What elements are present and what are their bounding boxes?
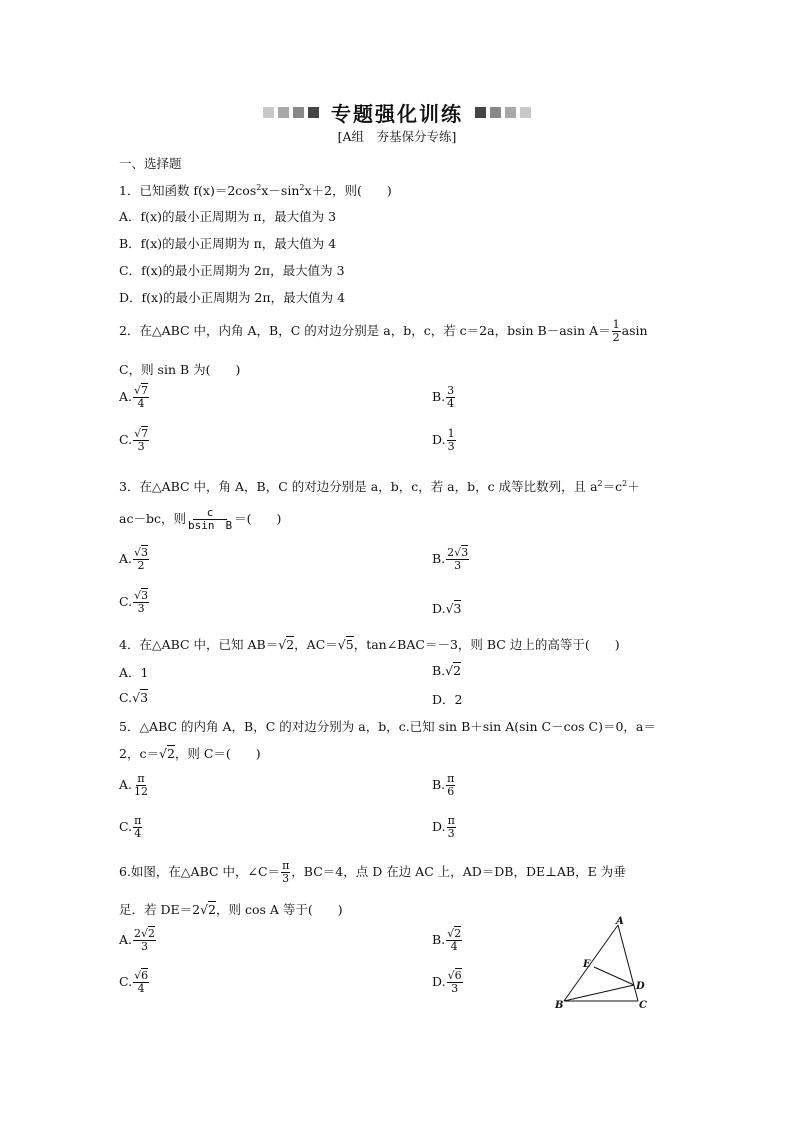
fraction xyxy=(133,428,149,453)
numerator: 1 xyxy=(447,427,455,440)
fraction xyxy=(133,970,149,995)
q6-option-d xyxy=(432,970,464,995)
text: ，tan∠BAC＝－3，则 BC 边上的高等于( ) xyxy=(353,637,620,652)
text: 3．在△ABC 中，角 A，B，C 的对边分别是 a，b，c，若 a，b，c 成等比数列，且 a xyxy=(119,479,598,494)
q1-option-a: A．f(x)的最小正周期为 π，最大值为 3 xyxy=(119,209,337,224)
question-2-stem-line2: C，则 sin B 为( ) xyxy=(119,362,241,377)
text: x－sin xyxy=(261,183,300,198)
text: x＋2，则( ) xyxy=(304,183,392,198)
fraction xyxy=(446,928,462,953)
radicand: 6 xyxy=(454,969,462,982)
denominator: 2 xyxy=(137,559,145,573)
numerator: √6 xyxy=(447,969,462,982)
exponent: 2 xyxy=(256,182,262,192)
numerator: √6 xyxy=(134,969,149,982)
denominator: 2 xyxy=(612,331,620,345)
denominator: 4 xyxy=(134,827,142,841)
numerator: 2√3 xyxy=(447,546,469,559)
option-label: C. xyxy=(119,594,133,610)
fraction xyxy=(447,428,456,453)
q1-option-d: D．f(x)的最小正周期为 2π，最大值为 4 xyxy=(119,290,346,305)
numerator: √7 xyxy=(134,384,149,397)
exponent: 2 xyxy=(299,182,305,192)
q3-option-d: D.√3 xyxy=(432,601,462,616)
coefficient: 2 xyxy=(447,546,455,559)
option-label: A. xyxy=(119,932,133,948)
fraction xyxy=(281,860,290,885)
decor-square xyxy=(490,107,501,118)
question-2-stem xyxy=(119,319,648,344)
q2-option-d xyxy=(432,428,457,453)
q4-option-a: A．1 xyxy=(119,665,149,680)
radicand: 2 xyxy=(453,663,462,678)
denominator: 3 xyxy=(141,940,149,954)
question-5-stem: 5．△ABC 的内角 A，B，C 的对边分别为 a，b，c.已知 sin B＋sin A(sin C－cos C)＝0，a＝ xyxy=(119,719,656,734)
option-label: B. xyxy=(432,389,446,405)
exponent: 2 xyxy=(622,478,628,488)
q5-option-d xyxy=(432,815,457,840)
denominator: 3 xyxy=(447,827,455,841)
radicand: 3 xyxy=(461,546,469,559)
q4-option-b: B.√2 xyxy=(432,663,462,678)
radicand: 3 xyxy=(141,546,149,559)
text: ，则 C＝( ) xyxy=(174,746,261,761)
numerator: 3 xyxy=(447,384,455,397)
fraction xyxy=(133,928,156,953)
decor-square xyxy=(308,107,319,118)
decor-square xyxy=(263,107,274,118)
numerator: √3 xyxy=(134,546,149,559)
option-label: B. xyxy=(432,932,446,948)
text: ，则 cos A 等于( ) xyxy=(216,902,343,917)
option-label: A. xyxy=(119,551,133,567)
q5-option-c xyxy=(119,815,143,840)
text: 4．在△ABC 中，已知 AB＝ xyxy=(119,637,279,652)
fraction xyxy=(133,385,149,410)
text: ＝c xyxy=(602,479,623,494)
radicand: 7 xyxy=(141,427,149,440)
q6-option-c xyxy=(119,970,150,995)
denominator: 3 xyxy=(137,440,145,454)
decor-square xyxy=(520,107,531,118)
option-label: C. xyxy=(119,974,133,990)
numerator: π xyxy=(447,772,455,785)
option-label: D. xyxy=(432,819,446,835)
question-5-stem-line2: 2，c＝√2，则 C＝( ) xyxy=(119,746,261,761)
radicand: 5 xyxy=(345,637,354,652)
numerator: √3 xyxy=(134,589,149,602)
radicand: 7 xyxy=(141,384,149,397)
segment-ab xyxy=(564,925,618,1001)
text: 2．在△ABC 中，内角 A，B，C 的对边分别是 a，b，c，若 c＝2a，bsin B－asin A＝ xyxy=(119,323,611,339)
q5-option-a xyxy=(119,773,150,798)
figure-label-e: E xyxy=(583,959,591,970)
text: ＋ xyxy=(627,479,640,494)
question-6-stem xyxy=(119,860,626,885)
segment-ac xyxy=(618,925,638,1001)
q6-option-a xyxy=(119,928,157,953)
fraction xyxy=(187,507,233,532)
q1-option-b: B．f(x)的最小正周期为 π，最大值为 4 xyxy=(119,236,337,251)
option-label: C. xyxy=(119,432,133,448)
radicand: 3 xyxy=(140,690,149,705)
decor-square xyxy=(475,107,486,118)
text: 2，c＝ xyxy=(119,746,159,761)
radicand: 3 xyxy=(141,589,149,602)
numerator: π xyxy=(137,772,145,785)
denominator: 3 xyxy=(282,872,290,886)
question-3-stem xyxy=(119,477,640,495)
fraction xyxy=(133,773,149,798)
denominator: 12 xyxy=(134,785,149,799)
option-label: B. xyxy=(432,663,446,678)
q6-option-b xyxy=(432,928,463,953)
option-label: D. xyxy=(432,432,446,448)
q5-option-b xyxy=(432,773,456,798)
denominator: 4 xyxy=(450,940,458,954)
figure-label-b: B xyxy=(555,1000,564,1010)
q2-option-c xyxy=(119,428,150,453)
segment-bd xyxy=(564,985,634,1001)
text: 6.如图，在△ABC 中，∠C＝ xyxy=(119,864,281,880)
numerator: √7 xyxy=(134,427,149,440)
decor-square xyxy=(278,107,289,118)
numerator: c xyxy=(193,507,228,520)
section-heading: 一、选择题 xyxy=(119,156,182,171)
denominator: 4 xyxy=(447,397,455,411)
fraction xyxy=(447,815,456,840)
radicand: 6 xyxy=(141,969,149,982)
denominator: bsin B xyxy=(187,519,233,533)
denominator: 3 xyxy=(451,982,459,996)
numerator: π xyxy=(134,814,142,827)
q1-option-c: C．f(x)的最小正周期为 2π，最大值为 3 xyxy=(119,263,345,278)
fraction xyxy=(446,547,469,572)
fraction xyxy=(133,815,142,840)
decor-square xyxy=(505,107,516,118)
coefficient: 2 xyxy=(134,927,142,940)
decor-square xyxy=(293,107,304,118)
fraction xyxy=(446,385,455,410)
fraction xyxy=(612,319,621,344)
option-label: A. xyxy=(119,389,133,405)
q2-option-b xyxy=(432,385,456,410)
text: ＝( ) xyxy=(234,511,282,527)
option-label: C. xyxy=(119,690,133,705)
numerator: π xyxy=(447,814,455,827)
question-6-stem-line2: 足．若 DE＝2√2，则 cos A 等于( ) xyxy=(119,902,343,917)
option-label: D. xyxy=(432,601,446,616)
radicand: 2 xyxy=(208,902,216,917)
denominator: 3 xyxy=(454,559,462,573)
segment-de xyxy=(594,967,634,985)
radicand: 2 xyxy=(166,746,175,761)
denominator: 3 xyxy=(447,440,455,454)
question-3-stem-line2 xyxy=(119,507,281,532)
exponent: 2 xyxy=(597,478,603,488)
option-label: D. xyxy=(432,974,446,990)
figure-label-a: A xyxy=(616,916,624,927)
header xyxy=(0,98,794,127)
text: ac－bc，则 xyxy=(119,511,186,527)
question-4-stem: 4．在△ABC 中，已知 AB＝√2，AC＝√5，tan∠BAC＝－3，则 BC 边上的高等于( ) xyxy=(119,637,620,652)
fraction xyxy=(447,970,463,995)
page-title: 专题强化训练 xyxy=(331,102,463,126)
text: asin xyxy=(621,323,648,339)
text: 1．已知函数 f(x)＝2cos xyxy=(119,183,257,198)
denominator: 4 xyxy=(137,397,145,411)
option-label: C. xyxy=(119,819,133,835)
text: 足．若 DE＝2 xyxy=(119,902,201,917)
fraction xyxy=(133,547,149,572)
denominator: 4 xyxy=(137,982,145,996)
question-1-stem xyxy=(119,181,392,199)
denominator: 3 xyxy=(137,602,145,616)
numerator: π xyxy=(282,859,290,872)
radicand: 2 xyxy=(454,927,462,940)
q3-option-a xyxy=(119,547,150,572)
option-label: B. xyxy=(432,777,446,793)
radicand: 2 xyxy=(286,637,295,652)
option-label: B. xyxy=(432,551,446,567)
denominator: 6 xyxy=(447,785,455,799)
fraction xyxy=(133,590,149,615)
q4-option-d: D．2 xyxy=(432,692,463,707)
triangle-figure xyxy=(550,915,660,1010)
q4-option-c: C.√3 xyxy=(119,690,149,705)
fraction xyxy=(446,773,455,798)
numerator: √2 xyxy=(447,927,462,940)
figure-label-d: D xyxy=(636,981,645,992)
page-subtitle: [A组 夯基保分专练] xyxy=(337,129,457,144)
figure-label-c: C xyxy=(639,1000,647,1010)
numerator: 2√2 xyxy=(134,927,156,940)
text: ，BC＝4，点 D 在边 AC 上，AD＝DB，DE⊥AB，E 为垂 xyxy=(291,864,626,880)
q2-option-a xyxy=(119,385,150,410)
numerator: 1 xyxy=(612,318,620,331)
radicand: 2 xyxy=(148,927,156,940)
option-label: A. xyxy=(119,777,133,793)
text: ，AC＝ xyxy=(294,637,338,652)
q3-option-b xyxy=(432,547,470,572)
q3-option-c xyxy=(119,590,150,615)
radicand: 3 xyxy=(453,601,462,616)
